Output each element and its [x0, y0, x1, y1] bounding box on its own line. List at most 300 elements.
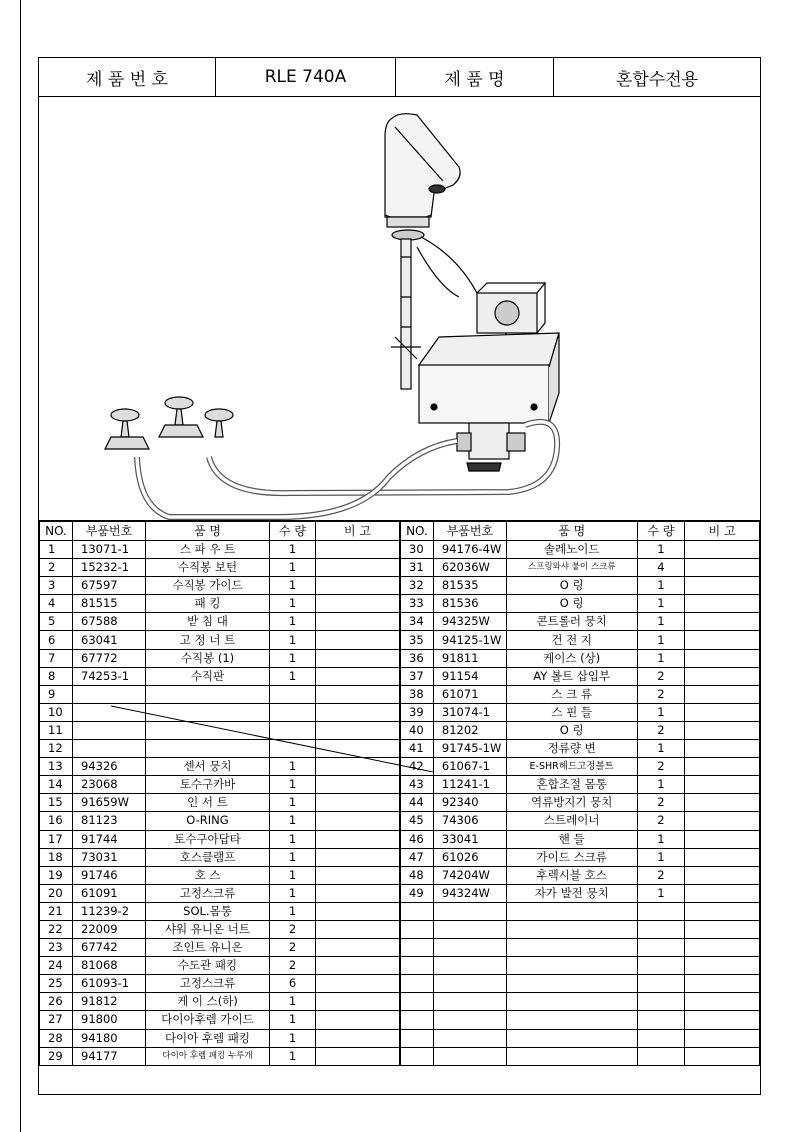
- remarks-cell: [685, 776, 760, 794]
- part-code-cell: 94176-4W: [433, 541, 506, 559]
- part-no-cell: [401, 902, 434, 920]
- part-no-cell: 9: [40, 685, 73, 703]
- remarks-cell: [685, 957, 760, 975]
- part-no-cell: 2: [40, 559, 73, 577]
- part-code-cell: 74306: [433, 812, 506, 830]
- part-no-cell: 3: [40, 577, 73, 595]
- part-code-cell: 91812: [73, 993, 146, 1011]
- part-name-cell: 케이스 (상): [506, 649, 637, 667]
- part-no-cell: 39: [401, 703, 434, 721]
- part-no-cell: 8: [40, 667, 73, 685]
- remarks-cell: [685, 993, 760, 1011]
- part-name-cell: [506, 993, 637, 1011]
- part-name-cell: 토수구카바: [146, 776, 270, 794]
- remarks-cell: [316, 1029, 400, 1047]
- table-row: [401, 649, 760, 667]
- part-name-cell: O-RING: [146, 812, 270, 830]
- part-name-cell: 수직봉 (1): [146, 649, 270, 667]
- quantity-cell: [637, 939, 685, 957]
- table-row: [40, 866, 400, 884]
- part-name-cell: 핸 들: [506, 830, 637, 848]
- blank-rows-strike-line: [111, 702, 463, 772]
- table-row: [401, 1047, 760, 1065]
- remarks-cell: [316, 1011, 400, 1029]
- remarks-cell: [316, 667, 400, 685]
- quantity-cell: 1: [270, 1047, 316, 1065]
- remarks-cell: [316, 649, 400, 667]
- part-name-cell: 후렉시블 호스: [506, 866, 637, 884]
- remarks-cell: [685, 812, 760, 830]
- quantity-cell: 1: [270, 667, 316, 685]
- part-code-cell: 91811: [433, 649, 506, 667]
- quantity-cell: 2: [270, 957, 316, 975]
- quantity-cell: 2: [637, 758, 685, 776]
- part-name-cell: 호 스: [146, 866, 270, 884]
- part-name-cell: 받 침 대: [146, 613, 270, 631]
- quantity-cell: 2: [637, 812, 685, 830]
- table-row: [40, 884, 400, 902]
- part-no-cell: 36: [401, 649, 434, 667]
- table-row: [40, 920, 400, 938]
- table-row: [401, 776, 760, 794]
- part-no-cell: 31: [401, 559, 434, 577]
- quantity-cell: 2: [637, 721, 685, 739]
- remarks-cell: [316, 939, 400, 957]
- part-name-cell: 콘트롤러 뭉치: [506, 613, 637, 631]
- parts-table-right: [400, 521, 760, 1066]
- remarks-cell: [685, 613, 760, 631]
- part-name-cell: 고정스크류: [146, 975, 270, 993]
- remarks-cell: [685, 649, 760, 667]
- part-code-cell: 74253-1: [73, 667, 146, 685]
- product-no: RLE 740A: [216, 58, 396, 96]
- part-code-cell: 61026: [433, 848, 506, 866]
- quantity-cell: 1: [270, 649, 316, 667]
- part-no-cell: 49: [401, 884, 434, 902]
- part-name-cell: 건 전 지: [506, 631, 637, 649]
- remarks-cell: [685, 685, 760, 703]
- table-row: [401, 920, 760, 938]
- table-row: [401, 541, 760, 559]
- part-no-cell: 1: [40, 541, 73, 559]
- part-name-cell: 다이아후렘 가이드: [146, 1011, 270, 1029]
- parts-sheet: [38, 57, 761, 1095]
- part-no-cell: 22: [40, 920, 73, 938]
- part-code-cell: 81535: [433, 577, 506, 595]
- table-row: [401, 993, 760, 1011]
- table-row: [40, 541, 400, 559]
- part-no-cell: 15: [40, 794, 73, 812]
- table-row: [40, 812, 400, 830]
- quantity-cell: 1: [637, 613, 685, 631]
- quantity-cell: 2: [637, 667, 685, 685]
- remarks-cell: [316, 812, 400, 830]
- remarks-cell: [316, 975, 400, 993]
- column-header: 부품번호: [433, 522, 506, 541]
- quantity-cell: [637, 975, 685, 993]
- part-no-cell: 43: [401, 776, 434, 794]
- table-row: [40, 559, 400, 577]
- quantity-cell: 1: [270, 776, 316, 794]
- part-no-cell: 5: [40, 613, 73, 631]
- remarks-cell: [685, 595, 760, 613]
- table-row: [401, 812, 760, 830]
- part-code-cell: [433, 1047, 506, 1065]
- table-row: [401, 667, 760, 685]
- quantity-cell: [637, 993, 685, 1011]
- column-header: NO.: [401, 522, 434, 541]
- parts-table-left-body: [40, 522, 400, 1066]
- part-no-cell: 34: [401, 613, 434, 631]
- part-name-cell: 인 서 트: [146, 794, 270, 812]
- part-name-cell: [506, 1011, 637, 1029]
- product-name: 혼합수전용: [615, 69, 699, 90]
- quantity-cell: 1: [270, 848, 316, 866]
- part-name-cell: O 링: [506, 595, 637, 613]
- part-no-cell: [401, 957, 434, 975]
- margin-line: [20, 0, 21, 1132]
- remarks-cell: [685, 631, 760, 649]
- table-row: [401, 1029, 760, 1047]
- table-row: [40, 577, 400, 595]
- remarks-cell: [316, 902, 400, 920]
- quantity-cell: [637, 920, 685, 938]
- remarks-cell: [685, 884, 760, 902]
- part-no-cell: 41: [401, 740, 434, 758]
- part-code-cell: [433, 1011, 506, 1029]
- remarks-cell: [685, 1047, 760, 1065]
- part-code-cell: 81202: [433, 721, 506, 739]
- part-name-cell: 패 킹: [146, 595, 270, 613]
- part-name-cell: 정류량 변: [506, 740, 637, 758]
- table-row: [40, 776, 400, 794]
- remarks-cell: [685, 866, 760, 884]
- remarks-cell: [316, 993, 400, 1011]
- part-name-cell: [506, 939, 637, 957]
- part-no-cell: 7: [40, 649, 73, 667]
- part-no-cell: 44: [401, 794, 434, 812]
- table-row: [40, 631, 400, 649]
- part-no-cell: 10: [40, 703, 73, 721]
- table-row: [401, 577, 760, 595]
- part-no-cell: 46: [401, 830, 434, 848]
- table-row: [401, 830, 760, 848]
- part-name-cell: O 링: [506, 577, 637, 595]
- part-name-cell: [506, 1047, 637, 1065]
- part-code-cell: 73031: [73, 848, 146, 866]
- quantity-cell: 1: [270, 577, 316, 595]
- remarks-cell: [316, 559, 400, 577]
- remarks-cell: [685, 559, 760, 577]
- remarks-cell: [316, 794, 400, 812]
- part-no-cell: [401, 939, 434, 957]
- column-header: 품 명: [506, 522, 637, 541]
- remarks-cell: [685, 975, 760, 993]
- quantity-cell: 1: [637, 776, 685, 794]
- table-row: [40, 975, 400, 993]
- remarks-cell: [316, 920, 400, 938]
- part-name-cell: [146, 685, 270, 703]
- table-row: [40, 613, 400, 631]
- part-code-cell: [433, 957, 506, 975]
- part-code-cell: 94324W: [433, 884, 506, 902]
- quantity-cell: 1: [270, 830, 316, 848]
- quantity-cell: 1: [270, 812, 316, 830]
- part-no-cell: 23: [40, 939, 73, 957]
- part-no-cell: 40: [401, 721, 434, 739]
- quantity-cell: 1: [270, 902, 316, 920]
- part-code-cell: 94125-1W: [433, 631, 506, 649]
- part-no-cell: 14: [40, 776, 73, 794]
- part-no-cell: 18: [40, 848, 73, 866]
- part-no-cell: 33: [401, 595, 434, 613]
- quantity-cell: 1: [270, 1011, 316, 1029]
- part-name-cell: 역류방지기 뭉치: [506, 794, 637, 812]
- table-row: [401, 1011, 760, 1029]
- part-name-cell: 스 크 류: [506, 685, 637, 703]
- remarks-cell: [316, 884, 400, 902]
- quantity-cell: 1: [637, 649, 685, 667]
- part-no-cell: 17: [40, 830, 73, 848]
- quantity-cell: 2: [637, 794, 685, 812]
- part-no-cell: 20: [40, 884, 73, 902]
- remarks-cell: [316, 577, 400, 595]
- quantity-cell: 1: [637, 577, 685, 595]
- part-name-cell: 호스클램프: [146, 848, 270, 866]
- part-name-cell: E-SHR헤드고정볼트: [506, 758, 637, 776]
- part-code-cell: 94325W: [433, 613, 506, 631]
- part-code-cell: 67597: [73, 577, 146, 595]
- part-code-cell: 61071: [433, 685, 506, 703]
- part-name-cell: 샤워 유니온 너트: [146, 920, 270, 938]
- table-row: [401, 975, 760, 993]
- quantity-cell: 4: [637, 559, 685, 577]
- part-code-cell: 91745-1W: [433, 740, 506, 758]
- remarks-cell: [685, 721, 760, 739]
- table-row: [40, 848, 400, 866]
- remarks-cell: [316, 1047, 400, 1065]
- remarks-cell: [316, 595, 400, 613]
- remarks-cell: [316, 866, 400, 884]
- product-no-label: 제 품 번 호: [39, 58, 216, 96]
- part-code-cell: 81068: [73, 957, 146, 975]
- part-code-cell: 61093-1: [73, 975, 146, 993]
- quantity-cell: 1: [637, 830, 685, 848]
- part-no-cell: 19: [40, 866, 73, 884]
- part-name-cell: 혼합조절 몸통: [506, 776, 637, 794]
- remarks-cell: [316, 776, 400, 794]
- part-code-cell: 67772: [73, 649, 146, 667]
- remarks-cell: [685, 577, 760, 595]
- part-name-cell: 고 정 너 트: [146, 631, 270, 649]
- part-code-cell: 23068: [73, 776, 146, 794]
- part-name-cell: 스트레이너: [506, 812, 637, 830]
- parts-table-left: [39, 521, 400, 1066]
- table-row: [40, 939, 400, 957]
- part-no-cell: 24: [40, 957, 73, 975]
- remarks-cell: [316, 541, 400, 559]
- table-row: [40, 1047, 400, 1065]
- remarks-cell: [685, 740, 760, 758]
- quantity-cell: 1: [270, 559, 316, 577]
- part-code-cell: 94326: [73, 758, 146, 776]
- table-row: [40, 649, 400, 667]
- part-no-cell: 37: [401, 667, 434, 685]
- part-no-cell: 48: [401, 866, 434, 884]
- part-code-cell: 81536: [433, 595, 506, 613]
- quantity-cell: 6: [270, 975, 316, 993]
- remarks-cell: [316, 613, 400, 631]
- part-no-cell: 21: [40, 902, 73, 920]
- faucet-illustration: [39, 97, 760, 520]
- column-header: 수 량: [637, 522, 685, 541]
- part-no-cell: 27: [40, 1011, 73, 1029]
- part-no-cell: 42: [401, 758, 434, 776]
- table-row: [40, 685, 400, 703]
- part-no-cell: 11: [40, 721, 73, 739]
- part-code-cell: 22009: [73, 920, 146, 938]
- part-no-cell: 6: [40, 631, 73, 649]
- table-row: [401, 957, 760, 975]
- table-row: [40, 794, 400, 812]
- part-code-cell: 91659W: [73, 794, 146, 812]
- quantity-cell: 1: [270, 993, 316, 1011]
- part-name-cell: 스 파 우 트: [146, 541, 270, 559]
- remarks-cell: [685, 703, 760, 721]
- part-no-cell: 32: [401, 577, 434, 595]
- part-name-cell: [506, 902, 637, 920]
- quantity-cell: 1: [270, 794, 316, 812]
- part-code-cell: [433, 902, 506, 920]
- quantity-cell: [637, 902, 685, 920]
- part-name-cell: 조인트 유니온: [146, 939, 270, 957]
- part-name-cell: 스 핀 들: [506, 703, 637, 721]
- part-no-cell: 25: [40, 975, 73, 993]
- part-no-cell: 26: [40, 993, 73, 1011]
- part-no-cell: 47: [401, 848, 434, 866]
- faucet-assembly-drawing: [39, 97, 760, 521]
- quantity-cell: 1: [637, 848, 685, 866]
- part-code-cell: [433, 1029, 506, 1047]
- remarks-cell: [685, 794, 760, 812]
- part-code-cell: 74204W: [433, 866, 506, 884]
- part-no-cell: 28: [40, 1029, 73, 1047]
- part-name-cell: [506, 957, 637, 975]
- remarks-cell: [316, 685, 400, 703]
- table-row: [40, 957, 400, 975]
- column-header: 비 고: [316, 522, 400, 541]
- quantity-cell: [270, 685, 316, 703]
- table-row: [401, 866, 760, 884]
- quantity-cell: 1: [637, 740, 685, 758]
- part-code-cell: [433, 975, 506, 993]
- part-name-cell: 수도관 패킹: [146, 957, 270, 975]
- part-code-cell: 33041: [433, 830, 506, 848]
- part-no-cell: 4: [40, 595, 73, 613]
- part-no-cell: 29: [40, 1047, 73, 1065]
- part-code-cell: 67588: [73, 613, 146, 631]
- part-no-cell: 45: [401, 812, 434, 830]
- table-row: [401, 939, 760, 957]
- part-no-cell: [401, 975, 434, 993]
- table-header-row: [401, 522, 760, 541]
- table-row: [401, 794, 760, 812]
- table-row: [40, 1029, 400, 1047]
- table-row: [40, 993, 400, 1011]
- table-row: [40, 667, 400, 685]
- part-name-cell: AY 볼트 삽입부: [506, 667, 637, 685]
- part-code-cell: 61091: [73, 884, 146, 902]
- quantity-cell: 1: [637, 541, 685, 559]
- remarks-cell: [685, 848, 760, 866]
- part-name-cell: O 링: [506, 721, 637, 739]
- part-no-cell: 12: [40, 740, 73, 758]
- remarks-cell: [316, 631, 400, 649]
- table-row: [401, 631, 760, 649]
- part-name-cell: SOL.몸통: [146, 902, 270, 920]
- part-code-cell: 91154: [433, 667, 506, 685]
- part-code-cell: 31074-1: [433, 703, 506, 721]
- table-row: [401, 685, 760, 703]
- part-code-cell: [73, 685, 146, 703]
- part-code-cell: [433, 920, 506, 938]
- quantity-cell: 1: [270, 866, 316, 884]
- quantity-cell: 1: [270, 595, 316, 613]
- table-row: [401, 902, 760, 920]
- part-name-cell: 다이아 후렘 패킹: [146, 1029, 270, 1047]
- table-header-row: [40, 522, 400, 541]
- part-no-cell: [401, 920, 434, 938]
- part-code-cell: 81123: [73, 812, 146, 830]
- part-name-cell: 수직봉 보턴: [146, 559, 270, 577]
- remarks-cell: [685, 1029, 760, 1047]
- part-no-cell: 38: [401, 685, 434, 703]
- part-no-cell: [401, 993, 434, 1011]
- remarks-cell: [685, 1011, 760, 1029]
- part-code-cell: 81515: [73, 595, 146, 613]
- quantity-cell: [637, 1011, 685, 1029]
- quantity-cell: 1: [637, 631, 685, 649]
- part-code-cell: 13071-1: [73, 541, 146, 559]
- header-row: [39, 58, 760, 97]
- table-row: [40, 830, 400, 848]
- part-name-cell: 다이아 후렘 패킹 누루개: [146, 1047, 270, 1065]
- column-header: 품 명: [146, 522, 270, 541]
- part-no-cell: 13: [40, 758, 73, 776]
- quantity-cell: 1: [637, 703, 685, 721]
- part-name-cell: 가이드 스크류: [506, 848, 637, 866]
- part-name-cell: [506, 920, 637, 938]
- table-row: [40, 1011, 400, 1029]
- quantity-cell: 1: [270, 1029, 316, 1047]
- part-name-cell: 수직판: [146, 667, 270, 685]
- quantity-cell: 1: [270, 613, 316, 631]
- table-row: [401, 848, 760, 866]
- quantity-cell: [637, 1047, 685, 1065]
- quantity-cell: 2: [270, 939, 316, 957]
- remarks-cell: [316, 830, 400, 848]
- quantity-cell: 1: [270, 758, 316, 776]
- part-no-cell: [401, 1011, 434, 1029]
- part-code-cell: [433, 939, 506, 957]
- part-code-cell: 61067-1: [433, 758, 506, 776]
- quantity-cell: 1: [270, 884, 316, 902]
- part-code-cell: 91746: [73, 866, 146, 884]
- part-name-cell: 케 이 스(하): [146, 993, 270, 1011]
- table-row: [401, 884, 760, 902]
- quantity-cell: 1: [270, 541, 316, 559]
- part-no-cell: [401, 1029, 434, 1047]
